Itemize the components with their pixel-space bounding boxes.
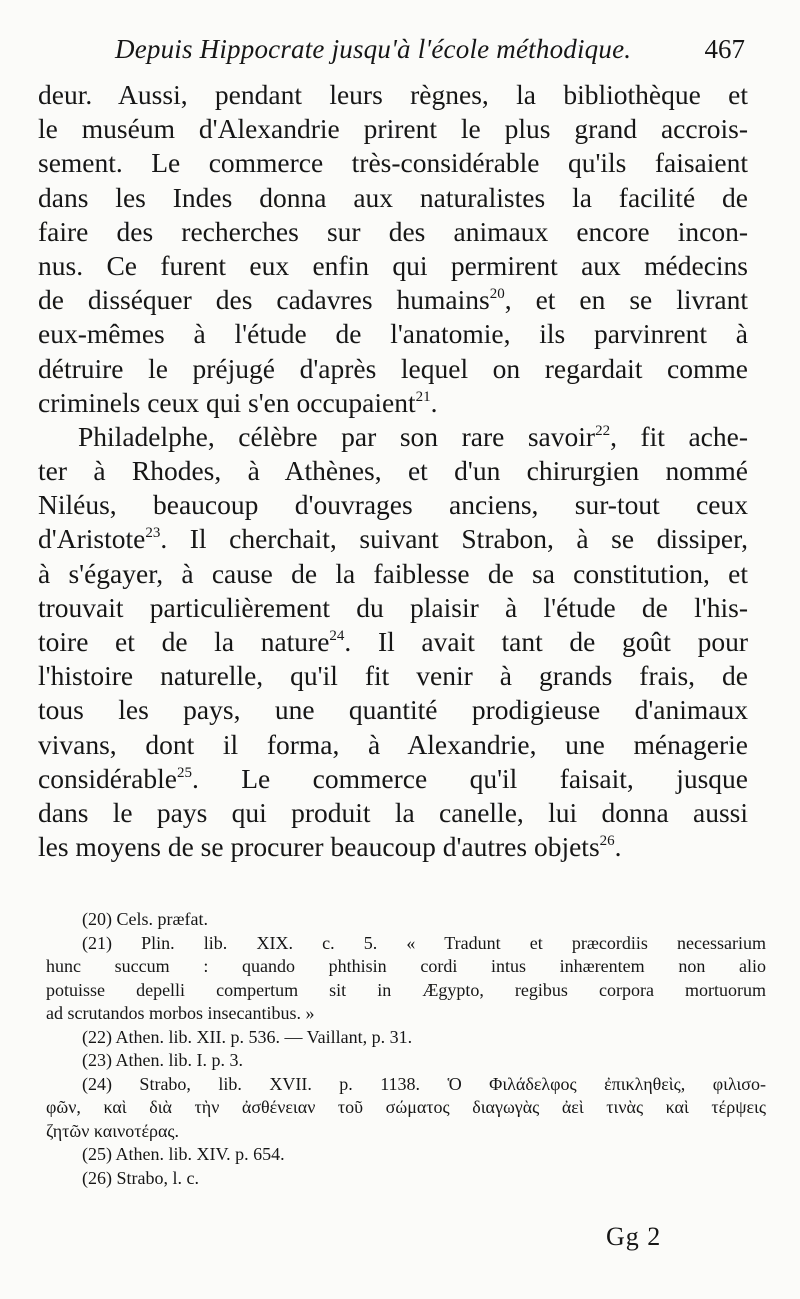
footnote-marker: 21 — [415, 388, 431, 405]
text-line: les moyens de se procurer beaucoup d'autres objets$^{26}$. — [38, 831, 622, 863]
text-line: à s'égayer, à cause de la faiblesse de sa constitution, et — [38, 557, 748, 589]
footnote-marker: 24 — [329, 628, 345, 644]
footnotes — [46, 908, 766, 1190]
text-line: vivans, dont il forma, à Alexandrie, une ménagerie — [38, 728, 748, 760]
footnote-marker: 22 — [595, 422, 611, 439]
footnote-line: (21) Plin. lib. XIX. c. 5. « Tradunt et præcordiis necessarium — [82, 932, 766, 953]
text-line: de disséquer des cadavres humains$^{20}$, et en se livrant — [38, 284, 748, 316]
text-line: criminels ceux qui s'en occupaient$^{21}$. — [38, 386, 438, 418]
text-line: sement. Le commerce très-considérable qu'ils faisaient — [38, 147, 748, 179]
text-line: eux-mêmes à l'étude de l'anatomie, ils parvinrent à — [38, 318, 748, 350]
footnote-line: φῶν, καὶ διὰ τὴν ἀσθένειαν τοῦ σώματος διαγωγὰς ἀεὶ τινὰς καὶ τέρψεις — [46, 1097, 766, 1117]
footnote-marker: 26 — [599, 833, 615, 850]
text-line: dans les Indes donna aux naturalistes la facilité de — [38, 181, 748, 213]
footnote-line: (22) Athen. lib. XII. p. 536. — Vaillant, p. 31. — [82, 1026, 413, 1047]
text-line: le muséum d'Alexandrie prirent le plus grand accrois- — [38, 113, 748, 145]
text-line: faire des recherches sur des animaux encore incon- — [38, 215, 748, 247]
text-line: tous les pays, une quantité prodigieuse d'animaux — [38, 694, 748, 726]
text-line: Niléus, beaucoup d'ouvrages anciens, sur-tout ceux — [38, 489, 748, 521]
footnote-line: (24) Strabo, lib. XVII. p. 1138. Ὁ Φιλάδελφος ἐπικληθεὶς, φιλισο- — [82, 1073, 766, 1094]
footnote-line: potuisse depelli compertum sit in Ægypto, regibus corpora mortuorum — [46, 979, 766, 1000]
printer-signature: Gg 2 — [606, 1222, 662, 1251]
text-line: Philadelphe, célèbre par son rare savoir$^{22}$, fit ache- — [78, 420, 748, 452]
footnote-line: ad scrutandos morbos insecantibus. » — [46, 1003, 315, 1023]
footnote-marker: 20 — [489, 286, 505, 303]
text-line: dans le pays qui produit la canelle, lui donna aussi — [38, 796, 748, 828]
text-line: toire et de la nature$^{24}$. Il avait tant de goût pour — [38, 626, 748, 657]
footnote-line: (26) Strabo, l. c. — [82, 1167, 199, 1188]
text-line: nus. Ce furent eux enfin qui permirent aux médecins — [38, 249, 748, 281]
running-title: Depuis Hippocrate jusqu'à l'école méthodique. — [115, 34, 632, 64]
footnote-line: (23) Athen. lib. I. p. 3. — [82, 1050, 243, 1070]
text-line: détruire le préjugé d'après lequel on regardait comme — [38, 352, 748, 384]
text-line: considérable$^{25}$. Le commerce qu'il faisait, jusque — [38, 762, 748, 794]
text-line: d'Aristote$^{23}$. Il cherchait, suivant Strabon, à se dissiper, — [38, 523, 748, 555]
running-header — [115, 30, 745, 74]
page-number: 467 — [704, 34, 745, 64]
footnote-line: hunc succum : quando phthisin cordi intus inhærentem non alio — [46, 956, 766, 976]
footnote-line: ζητῶν καινοτέρας. — [46, 1120, 180, 1141]
text-line: ter à Rhodes, à Athènes, et d'un chirurgien nommé — [38, 455, 748, 487]
footnote-line: (20) Cels. præfat. — [82, 909, 208, 929]
text-line: deur. Aussi, pendant leurs règnes, la bibliothèque et — [38, 79, 748, 110]
text-line: l'histoire naturelle, qu'il fit venir à grands frais, de — [38, 660, 748, 692]
main-text — [38, 78, 748, 864]
footnote-marker: 23 — [145, 525, 161, 542]
text-line: trouvait particulièrement du plaisir à l'étude de l'his- — [38, 591, 748, 623]
footnote-line: (25) Athen. lib. XIV. p. 654. — [82, 1144, 285, 1164]
footnote-marker: 25 — [176, 764, 192, 781]
